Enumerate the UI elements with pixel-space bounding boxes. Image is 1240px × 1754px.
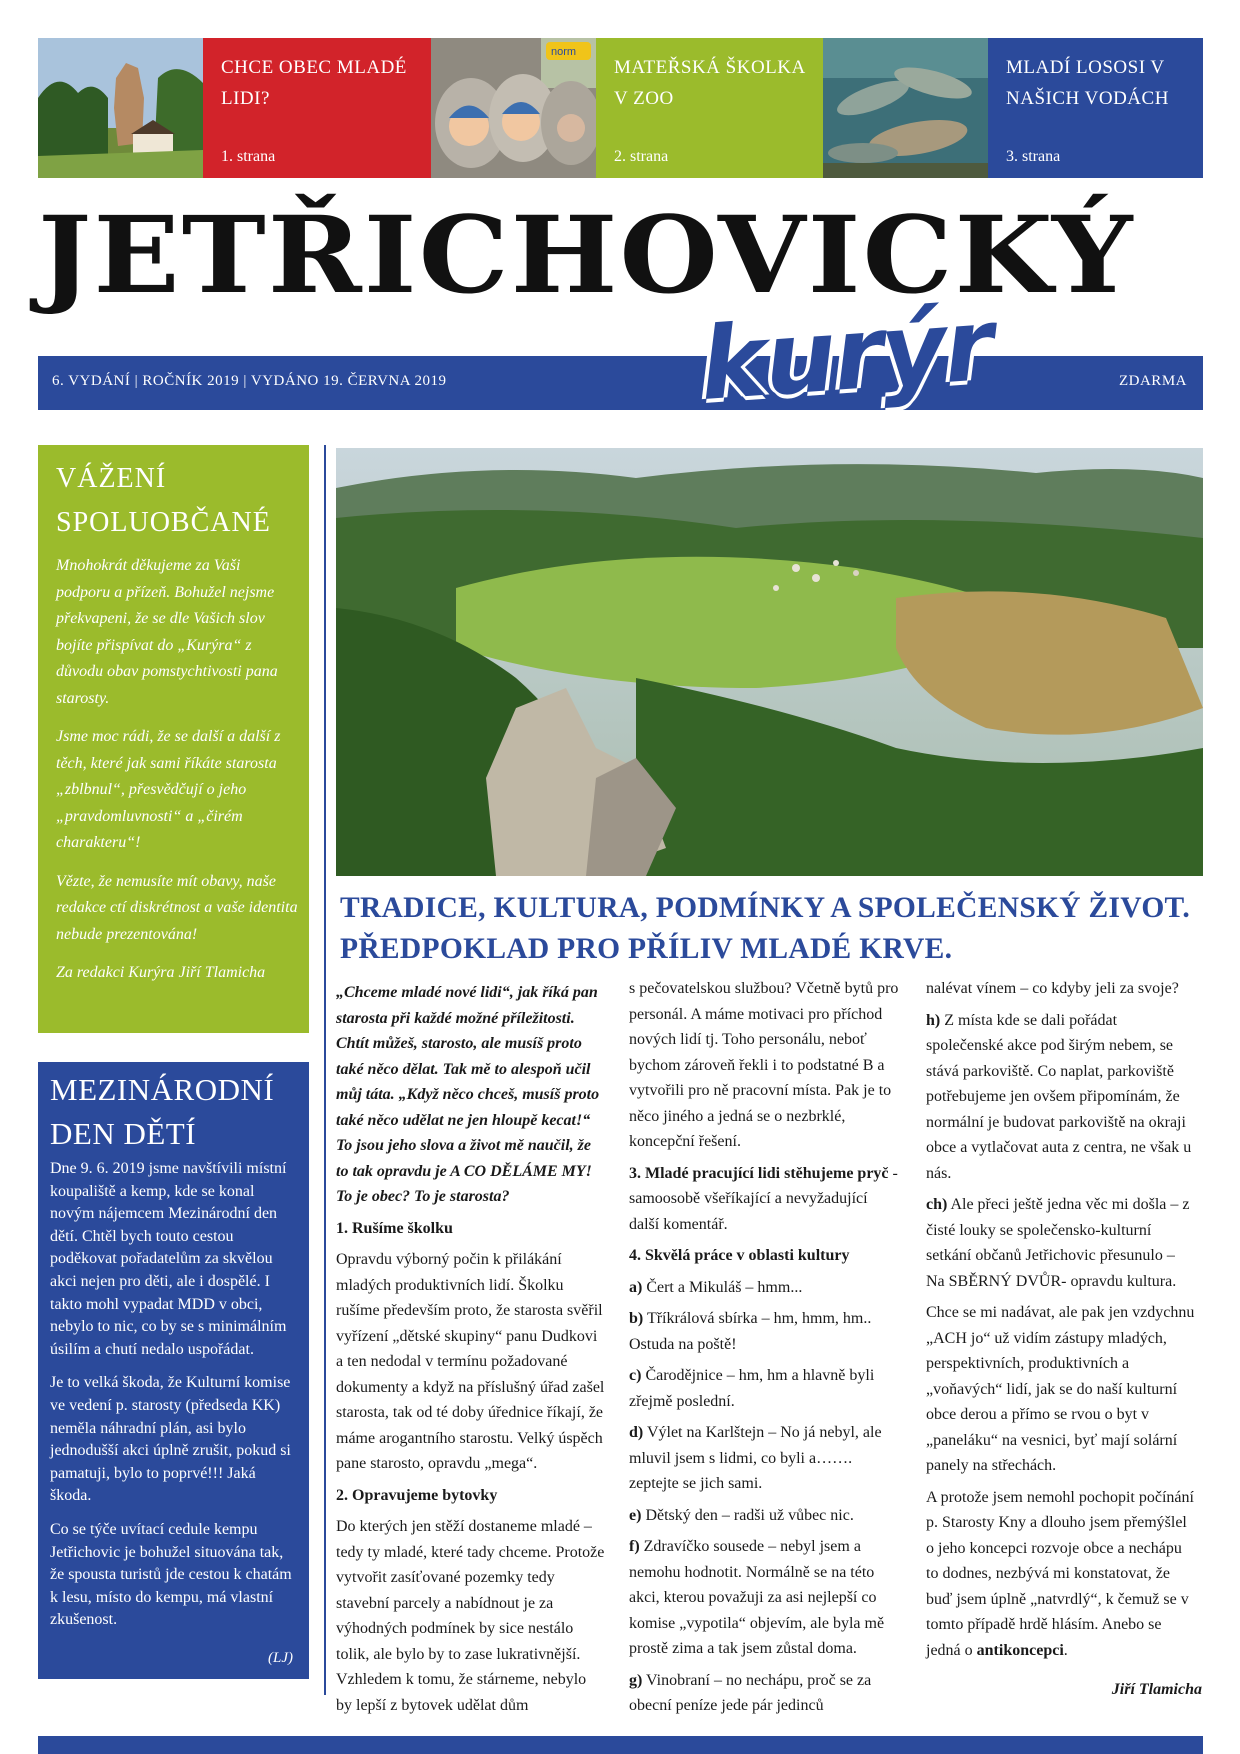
- article-paragraph: Do kterých jen stěží dostaneme mladé – tedy ty mladé, které tady chceme. Protože vytvořit zasíťované pozemky tedy stavební parcely a nabídnout je za výhodných podmínek by sice nestálo tolik, ale bylo by to zase lukrativnější. Vzhledem k tomu, že stárneme, nebylo by lepší z bytovek udělat dům: [336, 1518, 605, 1714]
- list-text: Výlet na Karlštejn – No já nebyl, ale mluvil jsem s lidmi, co byli a……. zeptejte se jich sami.: [629, 1424, 882, 1492]
- teaser-2[interactable]: [431, 38, 823, 178]
- list-text: Vinobraní – no nechápu, proč se za obecní peníze jede pár jedinců: [629, 1671, 872, 1714]
- greeting-box: [38, 445, 309, 1033]
- list-marker: e): [629, 1506, 642, 1524]
- article-paragraph: Chce se mi nadávat, ale pak jen vzdychnu „ACH jo“ už vidím zástupy mladých, perspektivních, produktivních a „voňavých“ lidí, jak se do naší kulturní obce derou a přímo se rvou o byt v „paneláku“ na vesnici, byť mají solární panely na střechách.: [926, 1304, 1195, 1474]
- teaser-1[interactable]: [38, 38, 431, 178]
- article-signature: Jiří Tlamicha: [1111, 1681, 1202, 1698]
- teaser-page: 2. strana: [614, 148, 669, 165]
- greeting-body: [56, 553, 298, 999]
- column-divider: [324, 445, 326, 1695]
- childrens-day-paragraph: Dne 9. 6. 2019 jsme navštívili místní koupaliště a kemp, kde se konal novým nájemcem Mezinárodní den dětí. Chtěl bych touto cestou poděkovat pořadatelům za skvělou akci nejen pro děti, ale i dospělé. I takto mohl vypadat MDD v obci, nebylo to nic, co by se s minimálním úsilím a chutí nedalo uspořádat.: [50, 1160, 287, 1358]
- list-text: Ale přeci ještě jedna věc mi došla – z čisté louky se společensko-kulturní setkání občanů Jetřichovic přesunulo – Na SBĚRNÝ DVŮR- opravdu kultura.: [926, 1196, 1190, 1290]
- list-text: Zdravíčko sousede – nebyl jsem a nemohu hodnotit. Normálně se na této akci, kterou považuji za asi nejlepší co komise „vypotila“ objevím, ale byla mě prostě zima a tak jsem zůstal doma.: [629, 1538, 885, 1657]
- childrens-day-signature: (LJ): [268, 1650, 293, 1666]
- article-paragraph: nalévat vínem – co kdyby jeli za svoje?: [926, 980, 1179, 997]
- teaser-title: MATEŘSKÁ ŠKOLKA V ZOO: [614, 57, 805, 109]
- teaser-panel: [988, 38, 1203, 178]
- section-heading: 2. Opravujeme bytovky: [336, 1486, 498, 1504]
- article-emphasis: antikoncepci: [976, 1641, 1064, 1659]
- list-text: Tříkrálová sbírka – hm, hmm, hm.. Ostuda na poště!: [629, 1310, 872, 1353]
- list-item: [629, 1503, 899, 1529]
- list-item: [629, 1534, 899, 1662]
- greeting-paragraph: Mnohokrát děkujeme za Vaši podporu a přízeň. Bohužel nejsme překvapeni, že se dle Vašich slov bojíte přispívat do „Kurýra“ z důvodu obav pomstychtivosti pana starosty.: [56, 557, 278, 707]
- article-text: A protože jsem nemohl pochopit počínání p. Starosty Kny a dlouho jsem přemýšlel o jeho koncepci rozvoje obce a nechápu to dodnes, nezbývá mi konstatovat, že buď jsem úplně „natvrdlý“, k čemuž se v tomto případě hrdě hlásím. Anebo se jedná o: [926, 1488, 1194, 1659]
- list-item: [926, 1192, 1196, 1294]
- section-heading: 1. Rušíme školku: [336, 1219, 453, 1237]
- article-lead: „Chceme mladé nové lidi“, jak říká pan starosta při každé možné příležitosti. Chtít můžeš, starosto, ale musíš proto také něco dělat. Tak mě to alespoň učil můj táta. „Když něco chceš, musíš proto také něco udělat ne jen hloupě kecat!“ To jsou jeho slova a život mě naučil, že to tak opravdu je A CO DĚLÁME MY! To je obec? To je starosta?: [336, 984, 600, 1205]
- teaser-panel: [203, 38, 431, 178]
- childrens-day-body: [50, 1158, 300, 1643]
- childrens-day-box: [38, 1062, 309, 1679]
- list-item: [629, 1275, 899, 1301]
- article-column-2: [629, 976, 899, 1725]
- greeting-paragraph: Jsme moc rádi, že se další a další z těch, které jak sami říkáte starosta „zblbnul“, přesvědčují o jeho „pravdomluvnosti“ a „čirém charakteru“!: [56, 728, 281, 851]
- teaser-panel: [596, 38, 823, 178]
- list-item: [629, 1420, 899, 1497]
- childrens-day-title: MEZINÁRODNÍ DEN DĚTÍ: [50, 1072, 275, 1151]
- article-column-3: [926, 976, 1196, 1669]
- list-item: [926, 1008, 1196, 1187]
- list-marker: c): [629, 1367, 642, 1384]
- article-paragraph: [629, 1161, 899, 1238]
- list-item: [629, 1363, 899, 1414]
- teaser-photo-salmon: [823, 38, 988, 178]
- section-heading: 4. Skvělá práce v oblasti kultury: [629, 1247, 850, 1264]
- teaser-title: CHCE OBEC MLADÉ LIDI?: [221, 57, 407, 109]
- list-marker: d): [629, 1424, 644, 1441]
- list-marker: b): [629, 1310, 644, 1327]
- list-marker: ch): [926, 1196, 948, 1213]
- greeting-signature: Za redakci Kurýra Jiří Tlamicha: [56, 964, 266, 981]
- list-text: Čarodějnice – hm, hm a hlavně byli zřejmě poslední.: [629, 1367, 875, 1410]
- article-paragraph: Opravdu výborný počin k přilákání mladých produktivních lidí. Školku rušíme především proto, že starosta svěřil vyřízení „dětské skupiny“ panu Dudkovi a ten nedodal v termínu požadované dokumenty a když na příslušný úřad zašel starosta, tak od té doby úřednice říkají, že máme arogantního starostu. Velký úspěch pane starosto, opravdu „mega“.: [336, 1251, 605, 1472]
- article-paragraph: [926, 1485, 1196, 1664]
- issue-info: 6. VYDÁNÍ | ROČNÍK 2019 | VYDÁNO 19. ČERVNA 2019: [52, 373, 447, 389]
- price-label: ZDARMA: [1118, 373, 1187, 389]
- teaser-page: 3. strana: [1006, 148, 1061, 165]
- greeting-title: VÁŽENÍ SPOLUOBČANÉ: [56, 463, 271, 538]
- list-marker: g): [629, 1671, 643, 1689]
- teaser-title: MLADÍ LOSOSI V NAŠICH VODÁCH: [1006, 57, 1169, 109]
- list-marker: a): [629, 1278, 643, 1296]
- masthead-title: JETŘICHOVICKÝ: [38, 192, 1135, 317]
- list-item: [629, 1306, 899, 1357]
- article-text: - samoosobě všeříkající a nevyžadující další komentář.: [629, 1164, 898, 1233]
- list-text: Čert a Mikuláš – hmm...: [642, 1278, 803, 1296]
- childrens-day-paragraph: Je to velká škoda, že Kulturní komise ve vedení p. starosty (předseda KK) neměla náhradní plán, asi bylo jednodušší akci úplně zrušit, pokud si pamatuji, bylo to poprvé!!! Jaká škoda.: [50, 1374, 291, 1505]
- list-marker: h): [926, 1011, 941, 1029]
- list-item: [629, 1668, 899, 1719]
- sign-text: norm: [551, 46, 577, 58]
- article-text: .: [1063, 1641, 1068, 1659]
- main-landscape-photo: [336, 448, 1203, 876]
- teaser-photo-rocks: [38, 38, 203, 178]
- greeting-paragraph: Vězte, že nemusíte mít obavy, naše redakce ctí diskrétnost a vaše identita nebude prezentována!: [56, 872, 298, 943]
- masthead-info-bar: [38, 356, 1203, 410]
- article-column-1: [336, 980, 606, 1724]
- list-text: Z místa kde se dali pořádat společenské akce pod širým nebem, se stává parkoviště. Co naplat, parkoviště potřebujeme jen ovšem připomínám, že normální je budovat parkoviště na okraji obce a vytlačovat auta z centra, ne však u nás.: [926, 1011, 1192, 1182]
- childrens-day-paragraph: Co se týče uvítací cedule kempu Jetřichovic je bohužel situována tak, že spousta turistů jde cestou k chatám k lesu, místo do kempu, má vlastní zkušenost.: [50, 1520, 292, 1629]
- list-marker: f): [629, 1538, 640, 1555]
- list-text: Dětský den – radši už vůbec nic.: [641, 1506, 854, 1524]
- article-paragraph: s pečovatelskou službou? Včetně bytů pro personál. A máme motivaci pro příchod nových lidí tj. Toho personálu, neboť bychom zároveň řekli i to podstatné B a vytvořili pro ně pracovní místa. Pak je to něco jiného a jedná se o nezbrklé, koncepční řešení.: [629, 980, 899, 1150]
- teaser-3[interactable]: [823, 38, 1203, 178]
- teaser-photo-kids-monkeys: [431, 38, 596, 178]
- teaser-page: 1. strana: [221, 148, 276, 165]
- article-headline: TRADICE, KULTURA, PODMÍNKY A SPOLEČENSKÝ ŽIVOT. PŘEDPOKLAD PRO PŘÍLIV MLADÉ KRVE.: [340, 892, 1191, 965]
- footer-bar: [38, 1736, 1203, 1754]
- masthead-script-title: kurýr: [696, 285, 996, 424]
- section-heading: 3. Mladé pracující lidi stěhujeme pryč: [629, 1164, 889, 1182]
